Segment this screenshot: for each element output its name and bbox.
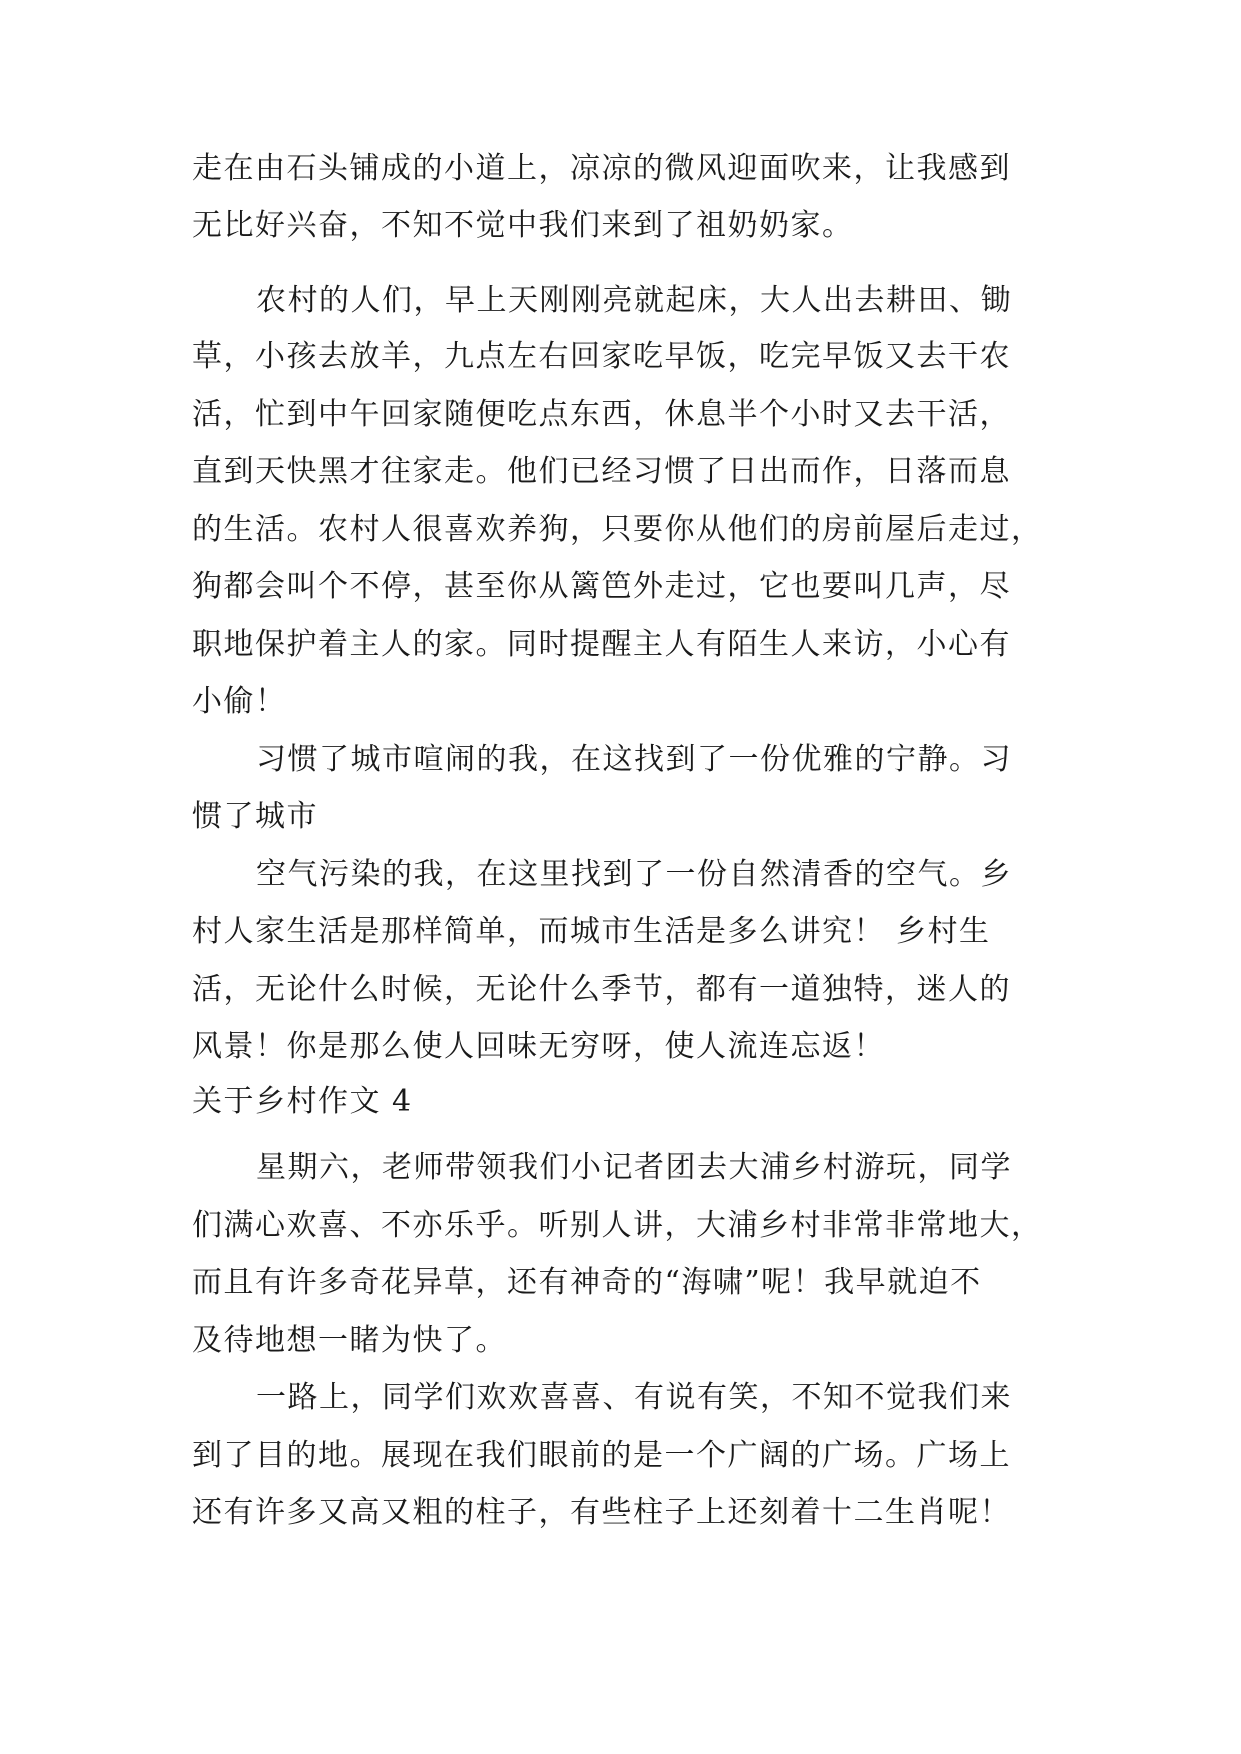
paragraph-line: 习惯了城市喧闹的我，在这找到了一份优雅的宁静。习 <box>256 742 1012 777</box>
paragraph-line: 活，无论什么时候，无论什么季节，都有一道独特，迷人的 <box>192 972 1011 1007</box>
paragraph-line: 星期六，老师带领我们小记者团去大浦乡村游玩，同学 <box>256 1150 1012 1185</box>
paragraph-line: 小偷！ <box>192 684 287 719</box>
paragraph-line: 村人家生活是那样简单，而城市生活是多么讲究！ 乡村生 <box>192 914 991 949</box>
paragraph-line: 职地保护着主人的家。同时提醒主人有陌生人来访，小心有 <box>192 627 1011 662</box>
paragraph-line: 还有许多又高又粗的柱子，有些柱子上还刻着十二生肖呢！ <box>192 1495 1011 1530</box>
paragraph-line: 的生活。农村人很喜欢养狗，只要你从他们的房前屋后走过， <box>192 512 1043 547</box>
section-heading: 关于乡村作文 4 <box>192 1084 413 1119</box>
paragraph-line: 风景！你是那么使人回味无穷呀，使人流连忘返！ <box>192 1029 885 1064</box>
paragraph-line: 活，忙到中午回家随便吃点东西，休息半个小时又去干活， <box>192 397 1011 432</box>
paragraph-line: 直到天快黑才往家走。他们已经习惯了日出而作，日落而息 <box>192 454 1011 489</box>
paragraph-line: 空气污染的我，在这里找到了一份自然清香的空气。乡 <box>256 857 1012 892</box>
paragraph-line: 狗都会叫个不停，甚至你从篱笆外走过，它也要叫几声，尽 <box>192 569 1011 604</box>
paragraph-line: 惯了城市 <box>192 799 318 834</box>
paragraph-line: 草，小孩去放羊，九点左右回家吃早饭，吃完早饭又去干农 <box>192 339 1011 374</box>
paragraph-line: 农村的人们，早上天刚刚亮就起床，大人出去耕田、锄 <box>256 283 1012 318</box>
paragraph-line: 一路上，同学们欢欢喜喜、有说有笑，不知不觉我们来 <box>256 1380 1012 1415</box>
paragraph-line: 到了目的地。展现在我们眼前的是一个广阔的广场。广场上 <box>192 1438 1011 1473</box>
paragraph-line: 而且有许多奇花异草，还有神奇的“海啸”呢！我早就迫不 <box>192 1265 982 1300</box>
paragraph-line: 们满心欢喜、不亦乐乎。听别人讲，大浦乡村非常非常地大， <box>192 1208 1043 1243</box>
paragraph-line: 及待地想一睹为快了。 <box>192 1323 507 1358</box>
paragraph-line: 无比好兴奋，不知不觉中我们来到了祖奶奶家。 <box>192 208 854 243</box>
paragraph-line: 走在由石头铺成的小道上，凉凉的微风迎面吹来，让我感到 <box>192 151 1011 186</box>
